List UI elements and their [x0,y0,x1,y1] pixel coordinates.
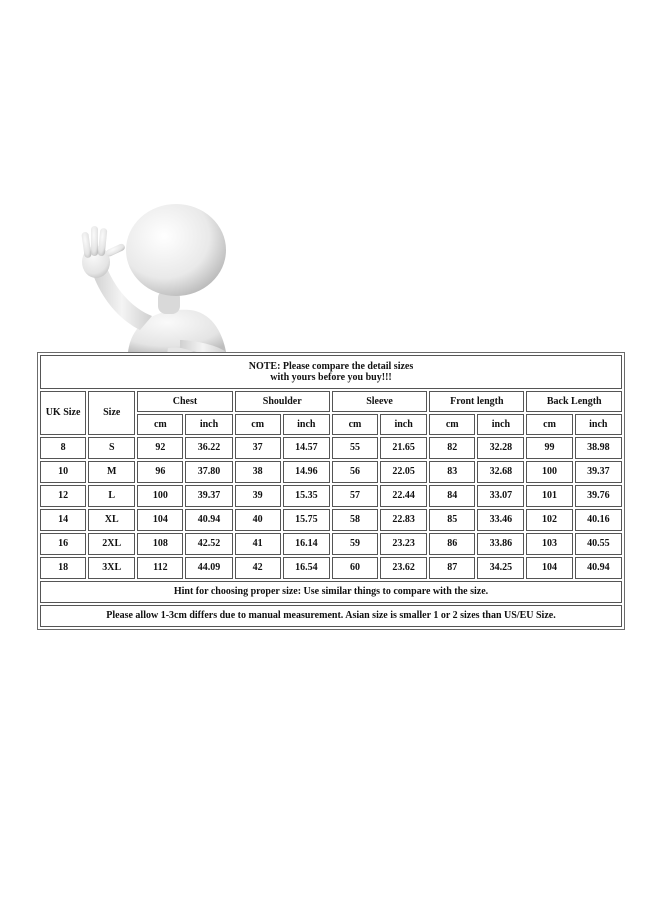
chest-inch-cell: 37.80 [185,461,232,483]
uk-size-cell: 16 [40,533,86,555]
chest-inch-cell: 36.22 [185,437,232,459]
shoulder-inch-cell: 15.75 [283,509,330,531]
sleeve-cm-cell: 57 [332,485,378,507]
chest-cm-cell: 108 [137,533,183,555]
shoulder-inch-cell: 15.35 [283,485,330,507]
header-uk-size: UK Size [40,391,86,435]
back-cm-cell: 103 [526,533,572,555]
unit-cm: cm [526,414,572,435]
note-line-2: with yours before you buy!!! [270,372,392,383]
sleeve-inch-cell: 23.62 [380,557,427,579]
front-cm-cell: 84 [429,485,475,507]
shoulder-inch-cell: 14.96 [283,461,330,483]
hint-text: Hint for choosing proper size: Use similar things to compare with the size. [40,581,622,603]
size-cell: S [88,437,135,459]
chest-inch-cell: 40.94 [185,509,232,531]
table-row [40,461,622,483]
unit-cm: cm [235,414,281,435]
shoulder-inch-cell: 16.54 [283,557,330,579]
uk-size-cell: 8 [40,437,86,459]
chest-cm-cell: 100 [137,485,183,507]
sleeve-cm-cell: 56 [332,461,378,483]
back-inch-cell: 40.94 [575,557,622,579]
front-cm-cell: 86 [429,533,475,555]
shoulder-cm-cell: 37 [235,437,281,459]
header-back-length: Back Length [526,391,622,412]
chest-cm-cell: 92 [137,437,183,459]
table-row [40,485,622,507]
uk-size-cell: 18 [40,557,86,579]
chest-inch-cell: 42.52 [185,533,232,555]
front-cm-cell: 87 [429,557,475,579]
back-inch-cell: 39.76 [575,485,622,507]
chest-cm-cell: 112 [137,557,183,579]
back-inch-cell: 38.98 [575,437,622,459]
back-cm-cell: 104 [526,557,572,579]
chest-cm-cell: 96 [137,461,183,483]
front-inch-cell: 32.68 [477,461,524,483]
back-cm-cell: 101 [526,485,572,507]
shoulder-cm-cell: 38 [235,461,281,483]
unit-inch: inch [380,414,427,435]
unit-inch: inch [283,414,330,435]
uk-size-cell: 12 [40,485,86,507]
uk-size-cell: 14 [40,509,86,531]
sleeve-inch-cell: 22.05 [380,461,427,483]
shoulder-inch-cell: 16.14 [283,533,330,555]
size-cell: XL [88,509,135,531]
shoulder-cm-cell: 40 [235,509,281,531]
shoulder-cm-cell: 41 [235,533,281,555]
back-cm-cell: 102 [526,509,572,531]
sleeve-cm-cell: 58 [332,509,378,531]
size-cell: 3XL [88,557,135,579]
unit-cm: cm [332,414,378,435]
front-inch-cell: 33.07 [477,485,524,507]
sleeve-cm-cell: 55 [332,437,378,459]
front-inch-cell: 33.86 [477,533,524,555]
allowance-text: Please allow 1-3cm differs due to manual measurement. Asian size is smaller 1 or 2 sizes than US/EU Size. [40,605,622,627]
table-row [40,437,622,459]
back-inch-cell: 40.55 [575,533,622,555]
unit-inch: inch [477,414,524,435]
allowance-row [40,605,622,627]
chest-cm-cell: 104 [137,509,183,531]
uk-size-cell: 10 [40,461,86,483]
back-cm-cell: 99 [526,437,572,459]
sleeve-cm-cell: 59 [332,533,378,555]
size-cell: 2XL [88,533,135,555]
header-front-length: Front length [429,391,524,412]
unit-cm: cm [137,414,183,435]
sleeve-inch-cell: 23.23 [380,533,427,555]
back-inch-cell: 40.16 [575,509,622,531]
front-inch-cell: 34.25 [477,557,524,579]
table-row [40,533,622,555]
unit-inch: inch [575,414,622,435]
chest-inch-cell: 39.37 [185,485,232,507]
header-row-groups [40,391,622,412]
sleeve-inch-cell: 22.44 [380,485,427,507]
sleeve-inch-cell: 22.83 [380,509,427,531]
back-inch-cell: 39.37 [575,461,622,483]
front-cm-cell: 85 [429,509,475,531]
front-inch-cell: 32.28 [477,437,524,459]
front-cm-cell: 82 [429,437,475,459]
note-cell [40,355,622,389]
header-chest: Chest [137,391,232,412]
unit-inch: inch [185,414,232,435]
shoulder-cm-cell: 39 [235,485,281,507]
table-row [40,509,622,531]
sleeve-inch-cell: 21.65 [380,437,427,459]
size-cell: M [88,461,135,483]
sleeve-cm-cell: 60 [332,557,378,579]
front-inch-cell: 33.46 [477,509,524,531]
table-row [40,557,622,579]
size-chart-table [37,352,625,630]
shoulder-inch-cell: 14.57 [283,437,330,459]
header-sleeve: Sleeve [332,391,427,412]
header-size: Size [88,391,135,435]
note-line-1: NOTE: Please compare the detail sizes [248,360,414,372]
back-cm-cell: 100 [526,461,572,483]
note-row [40,355,622,389]
chest-inch-cell: 44.09 [185,557,232,579]
header-shoulder: Shoulder [235,391,330,412]
shoulder-cm-cell: 42 [235,557,281,579]
hint-row [40,581,622,603]
unit-cm: cm [429,414,475,435]
size-cell: L [88,485,135,507]
front-cm-cell: 83 [429,461,475,483]
